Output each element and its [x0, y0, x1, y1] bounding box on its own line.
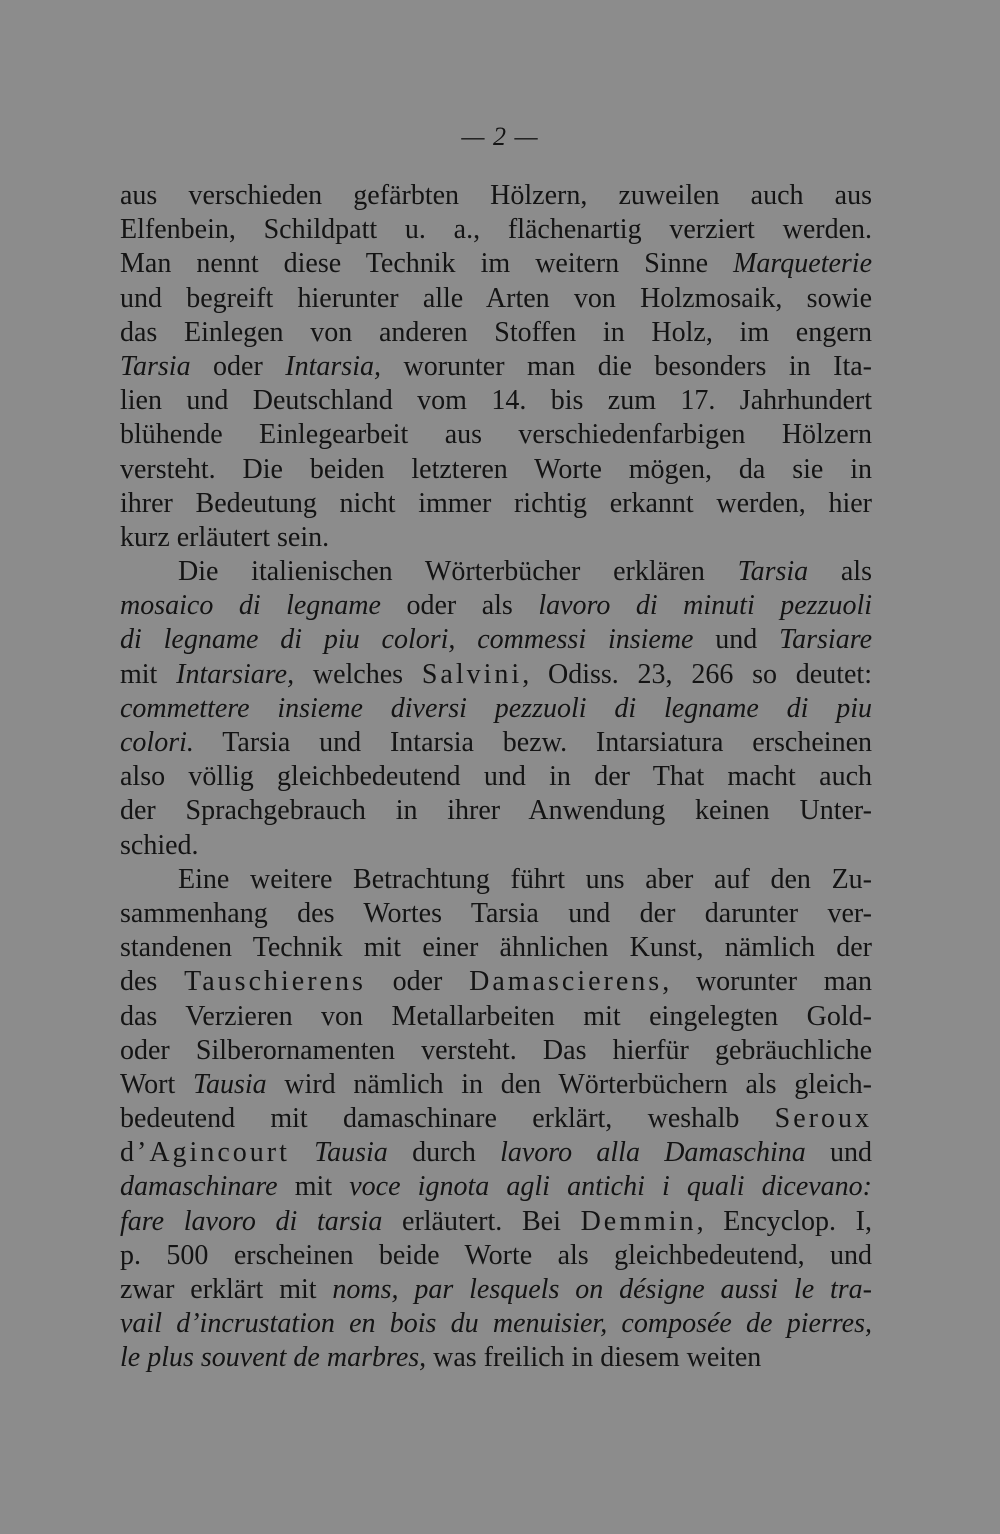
italic-text: Tarsia [120, 350, 191, 382]
text-line [120, 1307, 872, 1341]
text-line [120, 1239, 872, 1273]
italic-text: voce ignota agli antichi i quali dicevano: [349, 1171, 873, 1203]
text-segment: oder [365, 966, 470, 998]
text-line [120, 829, 872, 863]
text-segment: mit [277, 1171, 350, 1203]
text-segment: zwar erklärt mit [120, 1274, 333, 1305]
text-segment: das Verzieren von Metallarbeiten mit eingelegten Gold- [120, 1000, 872, 1032]
italic-text: Tarsia [737, 556, 809, 588]
text-line [120, 726, 872, 760]
text-segment: ihrer Bedeutung nicht immer richtig erkannt werden, hier [120, 487, 872, 519]
text-line [120, 1000, 872, 1034]
text-segment: worunter man die besonders in Ita- [380, 350, 872, 382]
text-segment: welches [294, 658, 422, 690]
text-segment: und begreift hierunter alle Arten von Holzmosaik, sowie [120, 282, 872, 314]
text-line [120, 179, 872, 213]
text-segment: , worunter man [662, 966, 872, 998]
text-segment: , Odiss. 23, 266 so deutet: [522, 658, 872, 690]
text-line [120, 453, 872, 487]
text-segment: also völlig gleichbedeutend und in der That macht auch [120, 761, 872, 793]
text-segment: was freilich in diesem weiten [426, 1342, 762, 1374]
italic-text: mosaico di legname [120, 590, 381, 622]
text-line [120, 247, 872, 281]
text-line [120, 863, 872, 897]
text-line [120, 1205, 872, 1239]
text-line [120, 794, 872, 828]
page-number: — 2 — [461, 122, 539, 151]
text-segment: Eine weitere Betrachtung führt uns aber auf den Zu- [178, 863, 872, 895]
body-text [120, 179, 872, 1376]
text-segment: versteht. Die beiden letzteren Worte mögen, da sie in [120, 453, 872, 485]
text-segment: , Encyclop. I, [696, 1205, 873, 1237]
text-line [120, 487, 872, 521]
text-line [120, 897, 872, 931]
paragraph [120, 863, 872, 1376]
text-line [120, 213, 872, 247]
text-segment: und [693, 624, 780, 656]
text-segment: durch [387, 1137, 501, 1169]
text-line [120, 760, 872, 794]
italic-text: Intarsiare, [176, 658, 295, 690]
paragraph [120, 555, 872, 863]
text-segment: standenen Technik mit einer ähnlichen Kunst, nämlich der [120, 932, 872, 964]
text-line [120, 1170, 872, 1204]
spaced-name-text: Tauschierens [184, 966, 366, 998]
text-line [120, 555, 872, 589]
text-line [120, 1136, 872, 1170]
text-line [120, 316, 872, 350]
text-segment: blühende Einlegearbeit aus verschiedenfarbigen Hölzern [120, 419, 872, 451]
text-line [120, 1341, 872, 1375]
spaced-name-text: Seroux [774, 1103, 872, 1135]
text-segment: oder als [380, 590, 539, 622]
text-segment: oder [190, 350, 286, 382]
paragraph [120, 179, 872, 555]
text-segment: Die italienischen Wörterbücher erklären [178, 556, 738, 588]
text-line [120, 623, 872, 657]
text-line [120, 692, 872, 726]
italic-text: di legname di piu colori, commessi insieme [120, 624, 694, 656]
text-line [120, 418, 872, 452]
text-line [120, 384, 872, 418]
text-segment: Wort [120, 1068, 193, 1100]
text-segment: sammenhang des Wortes Tarsia und der darunter ver- [120, 897, 872, 929]
italic-text: Intarsia, [285, 350, 381, 382]
italic-text: Marqueterie [733, 248, 872, 280]
text-segment: erläutert. Bei [382, 1205, 581, 1237]
text-line [120, 931, 872, 965]
spaced-name-text: d’Agincourt [120, 1137, 290, 1169]
text-segment: der Sprachgebrauch in ihrer Anwendung keinen Unter- [120, 795, 872, 827]
text-line [120, 350, 872, 384]
text-line [120, 521, 872, 555]
spaced-name-text: Demmin [580, 1205, 697, 1237]
text-segment: bedeutend mit damaschinare erklärt, weshalb [120, 1103, 775, 1135]
text-line [120, 1034, 872, 1068]
text-segment: Man nennt diese Technik im weitern Sinne [120, 248, 734, 280]
text-line [120, 1273, 872, 1307]
text-line [120, 1102, 872, 1136]
text-segment: lien und Deutschland vom 14. bis zum 17. Jahrhundert [120, 385, 872, 417]
text-line [120, 965, 872, 999]
text-segment: das Einlegen von anderen Stoffen in Holz, im engern [120, 316, 872, 348]
italic-text: noms, par lesquels on désigne aussi le tra- [332, 1274, 872, 1305]
italic-text: Tarsiare [779, 624, 872, 656]
italic-text: fare lavoro di tarsia [120, 1205, 383, 1237]
italic-text: le plus souvent de marbres, [120, 1342, 427, 1374]
text-segment [290, 1137, 314, 1168]
text-line [120, 1068, 872, 1102]
italic-text: lavoro di minuti pezzuoli [538, 590, 873, 622]
spaced-name-text: Salvini [421, 658, 523, 690]
text-line [120, 282, 872, 316]
italic-text: colori. [120, 727, 194, 758]
italic-text: commettere insieme diversi pezzuoli di legname di piu [120, 692, 872, 724]
italic-text: damaschinare [120, 1171, 278, 1203]
text-segment: oder Silberornamenten versteht. Das hierfür gebräuchliche [120, 1034, 872, 1066]
italic-text: vail d’incrustation en bois du menuisier, composée de pierres, [120, 1308, 872, 1340]
text-segment: und [805, 1137, 873, 1169]
text-segment: schied. [120, 829, 199, 861]
text-segment: mit [120, 658, 177, 690]
text-segment: aus verschieden gefärbten Hölzern, zuweilen auch aus [120, 180, 872, 211]
text-segment: als [808, 556, 872, 588]
italic-text: lavoro alla Damaschina [500, 1137, 806, 1169]
text-segment: des [120, 966, 185, 998]
italic-text: Tausia [314, 1137, 388, 1169]
text-segment: p. 500 erscheinen beide Worte als gleichbedeutend, und [120, 1239, 872, 1271]
text-segment: Elfenbein, Schildpatt u. a., flächenartig verziert werden. [120, 214, 872, 246]
spaced-name-text: Damascierens [469, 966, 663, 998]
text-line [120, 658, 872, 692]
text-line [120, 589, 872, 623]
text-segment: wird nämlich in den Wörterbüchern als gleich- [266, 1068, 872, 1100]
italic-text: Tausia [192, 1068, 267, 1100]
text-segment: kurz erläutert sein. [120, 521, 330, 553]
text-segment: Tarsia und Intarsia bezw. Intarsiatura erscheinen [193, 727, 872, 758]
